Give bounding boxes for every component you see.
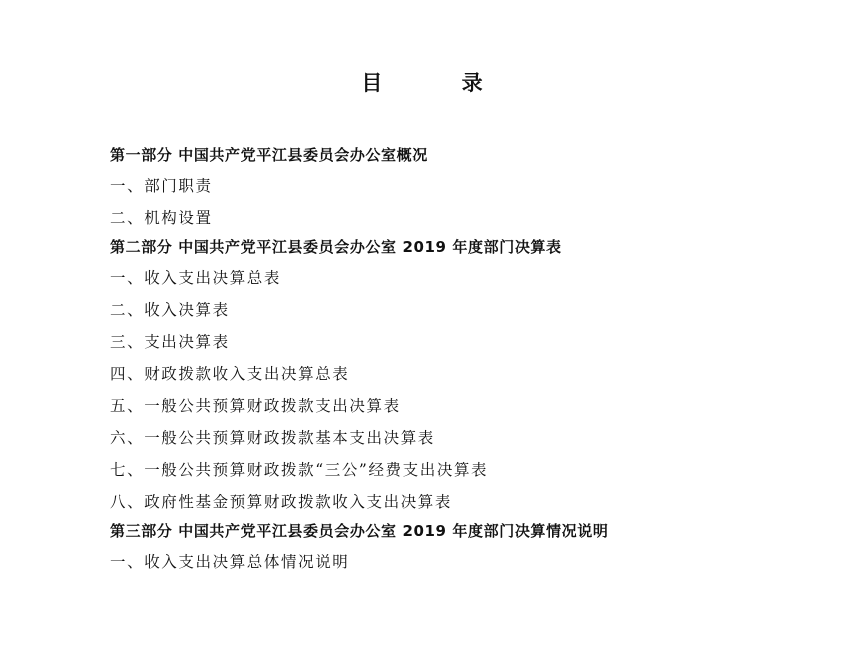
toc-entry-part-2[interactable]: 第二部分 中国共产党平江县委员会办公室 2019 年度部门决算表 <box>110 238 562 256</box>
toc-entry-2-1[interactable]: 一、收入支出决算总表 <box>110 269 282 287</box>
toc-entry-2-4[interactable]: 四、财政拨款收入支出决算总表 <box>110 365 350 383</box>
toc-entry-3-1[interactable]: 一、收入支出决算总体情况说明 <box>110 553 350 571</box>
toc-entry-1-1[interactable]: 一、部门职责 <box>110 177 213 195</box>
toc-entry-part-3[interactable]: 第三部分 中国共产党平江县委员会办公室 2019 年度部门决算情况说明 <box>110 522 609 540</box>
toc-entry-2-6[interactable]: 六、一般公共预算财政拨款基本支出决算表 <box>110 429 435 447</box>
toc-title: 目 录 <box>361 70 519 95</box>
toc-entry-2-7[interactable]: 七、一般公共预算财政拨款“三公”经费支出决算表 <box>110 461 489 479</box>
toc-entry-2-8[interactable]: 八、政府性基金预算财政拨款收入支出决算表 <box>110 493 453 511</box>
toc-entry-part-1[interactable]: 第一部分 中国共产党平江县委员会办公室概况 <box>110 146 428 164</box>
toc-entry-2-3[interactable]: 三、支出决算表 <box>110 333 230 351</box>
toc-entry-2-5[interactable]: 五、一般公共预算财政拨款支出决算表 <box>110 397 401 415</box>
toc-entry-1-2[interactable]: 二、机构设置 <box>110 209 213 227</box>
toc-entry-2-2[interactable]: 二、收入决算表 <box>110 301 230 319</box>
